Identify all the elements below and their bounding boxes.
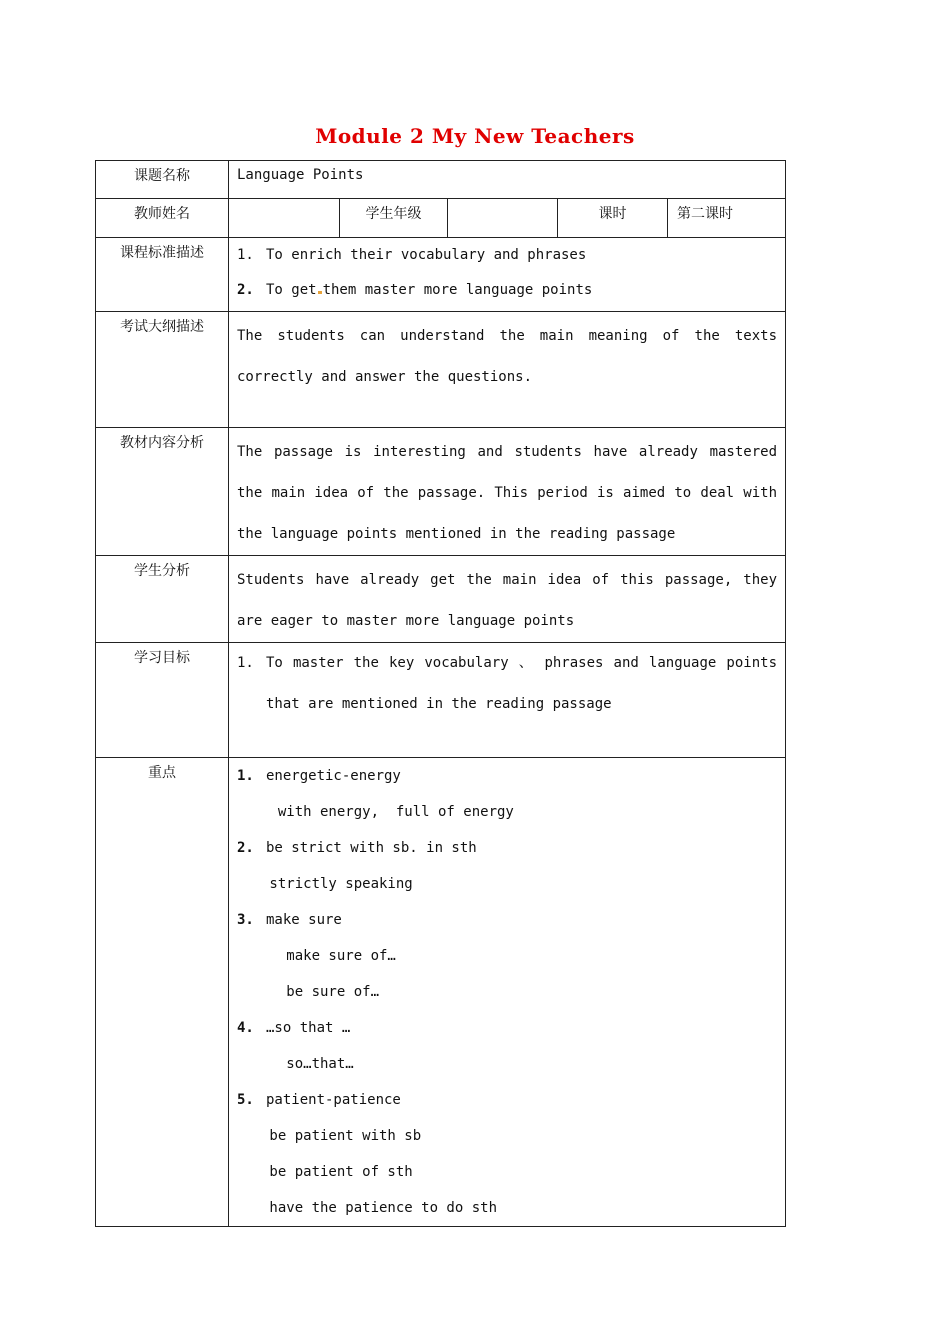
- key-point-item: [237, 758, 777, 794]
- row-topic: [96, 161, 786, 199]
- period-label: 课时: [558, 199, 668, 238]
- key-point-item: [237, 902, 777, 938]
- row-exam: [96, 312, 786, 428]
- teacher-value: [229, 199, 340, 238]
- teacher-label: 教师姓名: [96, 199, 229, 238]
- period-value: 第二课时: [668, 199, 786, 238]
- row-material: [96, 428, 786, 556]
- mark-dot: [318, 291, 322, 294]
- key-point-subline: strictly speaking: [261, 876, 413, 892]
- key-point-subline: be patient with sb: [261, 1128, 422, 1144]
- grade-label: 学生年级: [340, 199, 448, 238]
- document-title: Module 2 My New Teachers: [315, 124, 635, 148]
- grade-value: [448, 199, 558, 238]
- key-point-subline: have the patience to do sth: [261, 1200, 498, 1216]
- topic-value: Language Points: [229, 161, 786, 199]
- curriculum-content: [229, 238, 786, 312]
- goal-label: 学习目标: [96, 643, 229, 758]
- key-point-head: make sure: [266, 912, 342, 928]
- topic-label: 课题名称: [96, 161, 229, 199]
- key-point-number: 1.: [237, 768, 254, 784]
- key-point-item: [237, 830, 777, 866]
- key-point-number: 4.: [237, 1020, 254, 1036]
- curriculum-item: 1. To enrich their vocabulary and phrases: [237, 247, 587, 263]
- goal-text: To master the key vocabulary 、 phrases and language points that are mentioned in the reading passage: [266, 655, 777, 712]
- key-point-head: patient-patience: [266, 1092, 401, 1108]
- key-point-item: [237, 1010, 777, 1046]
- row-goal: [96, 643, 786, 758]
- curriculum-item: 2. To get them master more language points: [237, 282, 593, 298]
- goal-content: [229, 643, 786, 758]
- key-point-subline: be patient of sth: [261, 1164, 413, 1180]
- student-label: 学生分析: [96, 556, 229, 643]
- key-point-list: [237, 758, 777, 1226]
- row-teacher: [96, 199, 786, 238]
- curriculum-item-2-text: To get them master more language points: [266, 282, 593, 298]
- key-point-item: [237, 1082, 777, 1118]
- key-point-number: 5.: [237, 1092, 254, 1108]
- key-point-number: 2.: [237, 840, 254, 856]
- key-point-subline: make sure of…: [261, 948, 396, 964]
- goal-number: 1.: [237, 655, 254, 671]
- curriculum-label: 课程标准描述: [96, 238, 229, 312]
- row-student: [96, 556, 786, 643]
- key-point-head: energetic-energy: [266, 768, 401, 784]
- key-point-head: …so that …: [266, 1020, 351, 1036]
- key-point-subline: so…that…: [261, 1056, 354, 1072]
- key-point-subline: be sure of…: [261, 984, 380, 1000]
- student-text: Students have already get the main idea of this passage, they are eager to master more language points: [229, 556, 786, 643]
- key-point-number: 3.: [237, 912, 254, 928]
- material-label: 教材内容分析: [96, 428, 229, 556]
- key-point-head: be strict with sb. in sth: [266, 840, 477, 856]
- material-text: The passage is interesting and students have already mastered the main idea of the passage. This period is aimed to deal with the language points mentioned in the reading passage: [229, 428, 786, 556]
- key-point-subline: with energy, full of energy: [261, 804, 514, 820]
- lesson-plan-table: [95, 160, 786, 1227]
- key-content: [229, 758, 786, 1227]
- row-curriculum: [96, 238, 786, 312]
- key-label: 重点: [96, 758, 229, 1227]
- exam-text: The students can understand the main meaning of the texts correctly and answer the questions.: [229, 312, 786, 428]
- exam-label: 考试大纲描述: [96, 312, 229, 428]
- row-key-points: [96, 758, 786, 1227]
